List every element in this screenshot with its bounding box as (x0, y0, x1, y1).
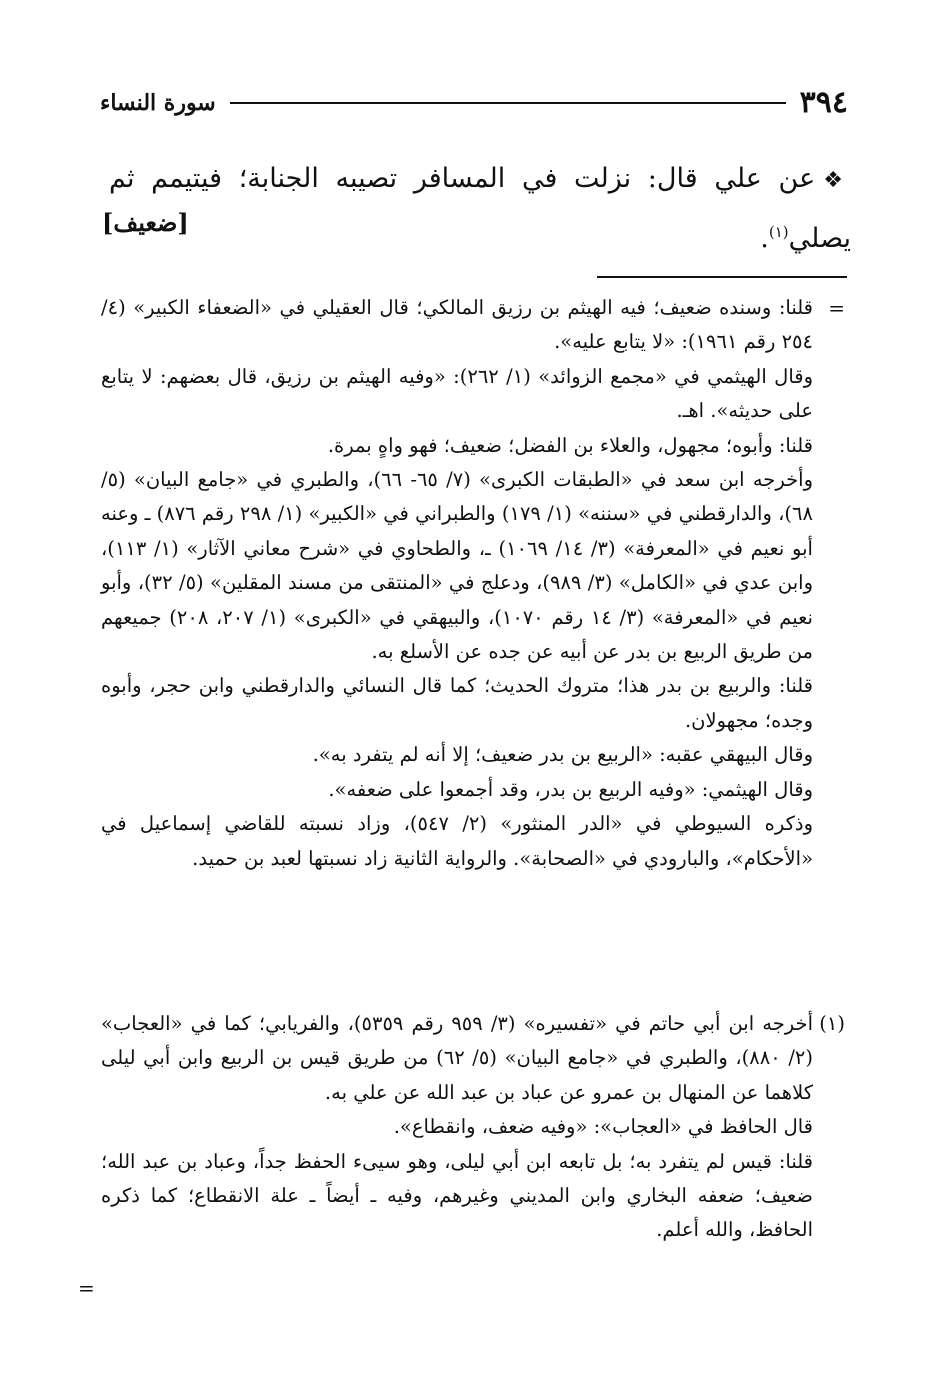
footnote-paragraph: أخرجه ابن أبي حاتم في «تفسيره» (٣/ ٩٥٩ رقم ٥٣٥٩)، والفريابي؛ كما في «العجاب» (٢/ ٨٨٠)، والطبري في «جامع البيان» (٥/ ٦٢) من طريق قيس بن الربيع وابن أبي ليلى كلاهما عن المنهال بن عمرو عن عباد بن عبد الله عن علي به. (101, 1012, 814, 1104)
note-paragraph: وقال الهيثمي في «مجمع الزوائد» (١/ ٢٦٢): «وفيه الهيثم بن رزيق، قال بعضهم: لا يتابع على حديثه». اهـ. (101, 364, 813, 423)
note-paragraph: وقال البيهقي عقبه: «الربيع بن بدر ضعيف؛ إلا أنه لم يتفرد به». (312, 743, 813, 767)
hadith-body: عن علي قال: نزلت في المسافر تصيبه الجنابة؛ فيتيمم ثم يصلي (109, 163, 851, 254)
footnote-1-body (101, 1007, 813, 1248)
continued-notes (101, 291, 813, 876)
hadith-end-punct: . (760, 223, 769, 254)
hadith-text (109, 150, 851, 268)
hadith-grade: [ضعيف] (102, 208, 189, 237)
footnote-separator (597, 276, 847, 278)
note-paragraph: قلنا: وأبوه؛ مجهول، والعلاء بن الفضل؛ ضعيف؛ فهو واهٍ بمرة. (327, 433, 813, 457)
note-paragraph: قلنا: وسنده ضعيف؛ فيه الهيثم بن رزيق المالكي؛ قال العقيلي في «الضعفاء الكبير» (٤/ ٢٥٤ رقم ١٩٦١): «لا يتابع عليه». (101, 296, 813, 354)
note-paragraph: وقال الهيثمي: «وفيه الربيع بن بدر، وقد أجمعوا على ضعفه». (328, 777, 813, 801)
continuation-mark-bottom: = (78, 1276, 95, 1300)
footnote-number: (١) (819, 1012, 845, 1035)
header-rule (230, 102, 786, 104)
note-paragraph: وأخرجه ابن سعد في «الطبقات الكبرى» (٧/ ٦٥- ٦٦)، والطبري في «جامع البيان» (٥/ ٦٨)، والدارقطني في «سننه» (١/ ١٧٩) والطبراني في «الكبير» (١/ ٢٩٨ رقم ٨٧٦) ـ وعنه أبو نعيم في «المعرفة» (٣/ ١٤/ ١٠٦٩) ـ، والطحاوي في «شرح معاني الآثار» (١/ ١١٣)، وابن عدي في «الكامل» (٣/ ٩٨٩)، ودعلج في «المنتقى من مسند المقلين» (٥/ ٣٢)، وأبو نعيم في «المعرفة» (٣/ ١٤ رقم ١٠٧٠)، والبيهقي في «الكبرى» (١/ ٢٠٧، ٢٠٨) جميعهم من طريق الربيع بن بدر عن أبيه عن جده عن الأسلع به. (101, 468, 813, 664)
continuation-mark-top: = (828, 296, 845, 320)
note-paragraph: وذكره السيوطي في «الدر المنثور» (٢/ ٥٤٧)، وزاد نسبته للقاضي إسماعيل في «الأحكام»، والبارودي في «الصحابة». والرواية الثانية زاد نسبتها لعبد بن حميد. (101, 812, 813, 870)
surah-name: سورة النساء (100, 90, 216, 116)
note-paragraph: قلنا: والربيع بن بدر هذا؛ متروك الحديث؛ كما قال النسائي والدارقطني وابن حجر، وأبوه وجده؛ مجهولان. (101, 674, 813, 732)
footnote-paragraph: قلنا: قيس لم يتفرد به؛ بل تابعه ابن أبي ليلى، وهو سيىء الحفظ جداً، وعباد بن عبد الله؛ ضعيف؛ ضعفه البخاري وابن المديني وغيرهم، وفيه ـ أيضاً ـ علة الانقطاع؛ كما ذكره الحافظ، والله أعلم. (101, 1149, 813, 1242)
hadith-marker-icon: ❖ (823, 168, 851, 193)
page-header (100, 78, 848, 128)
footnote-paragraph: قال الحافظ في «العجاب»: «وفيه ضعف، وانقطاع». (393, 1115, 813, 1139)
footnote-reference[interactable]: (١) (768, 223, 789, 241)
page-number: ٣٩٤ (799, 85, 848, 120)
